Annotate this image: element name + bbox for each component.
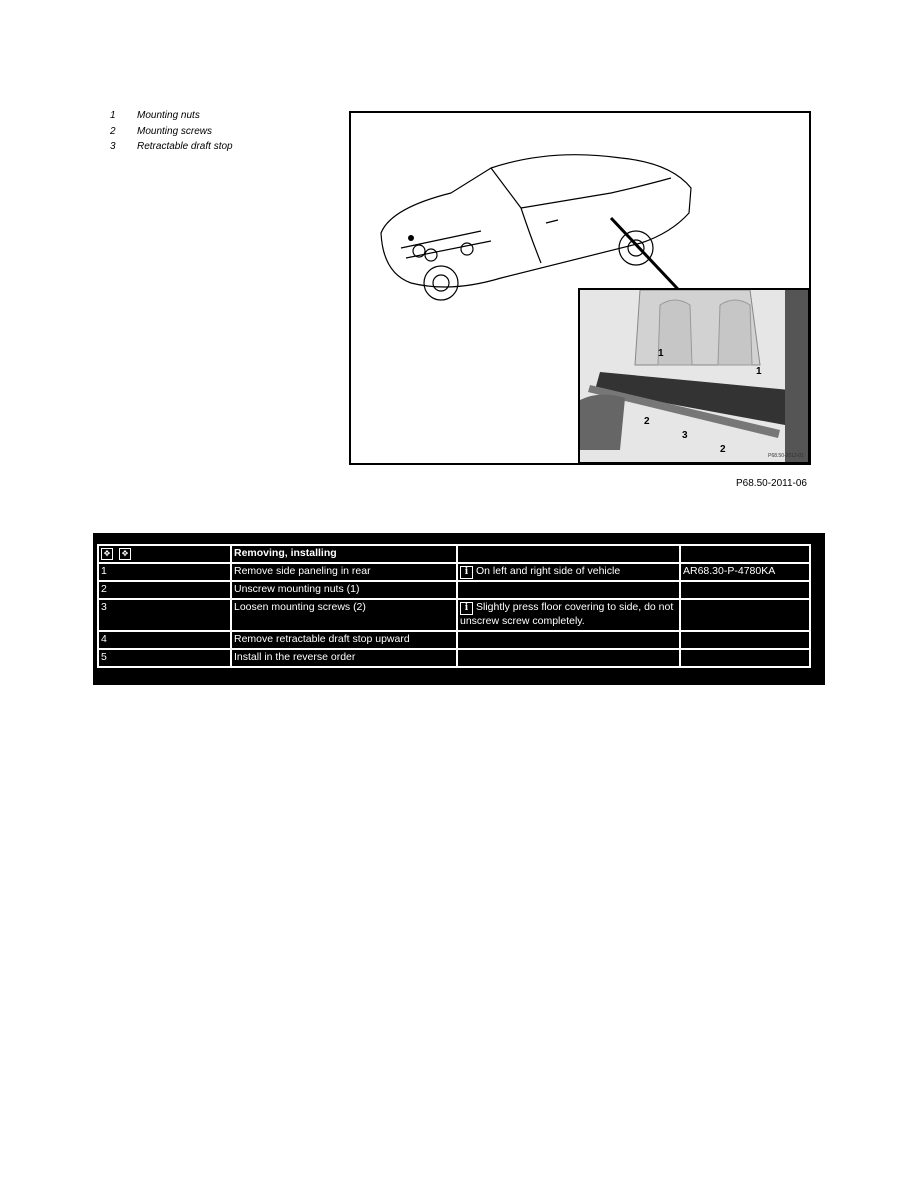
note-text: On left and right side of vehicle <box>476 565 621 577</box>
step-note <box>457 563 680 581</box>
legend-num: 2 <box>110 125 116 137</box>
callout-label: 2 <box>644 416 650 427</box>
callout-label: 1 <box>658 348 664 359</box>
legend-label: Mounting screws <box>137 125 213 137</box>
rear-seat-photo <box>580 290 808 462</box>
step-reference <box>680 631 810 649</box>
table-row <box>98 563 810 581</box>
nav-cell <box>98 545 231 563</box>
step-note <box>457 599 680 631</box>
table-row <box>98 649 810 667</box>
callout-label: 1 <box>756 366 762 377</box>
table-title: Removing, installing <box>231 545 457 563</box>
step-number: 5 <box>98 649 231 667</box>
info-icon[interactable]: i <box>460 602 473 615</box>
step-action: Remove retractable draft stop upward <box>231 631 457 649</box>
header-cell <box>457 545 680 563</box>
info-icon[interactable]: i <box>460 566 473 579</box>
legend-item <box>110 139 233 155</box>
legend-label: Mounting nuts <box>137 110 200 121</box>
step-action: Unscrew mounting nuts (1) <box>231 581 457 599</box>
legend-num: 1 <box>110 110 116 121</box>
figure-code: P68.50-2011-06 <box>736 478 807 489</box>
step-reference <box>680 649 810 667</box>
inset-photo <box>578 288 810 464</box>
legend-label: Retractable draft stop <box>137 141 233 152</box>
table-header-row <box>98 545 810 563</box>
step-note <box>457 631 680 649</box>
step-action: Remove side paneling in rear <box>231 563 457 581</box>
step-reference <box>680 581 810 599</box>
vehicle-figure <box>349 111 811 489</box>
step-number: 1 <box>98 563 231 581</box>
table-row <box>98 599 810 631</box>
callout-label: 2 <box>720 444 726 455</box>
procedure-table <box>97 544 811 668</box>
inset-code: P68.50-2012-01 <box>768 453 804 459</box>
step-note <box>457 649 680 667</box>
expand-icon[interactable]: ✥ <box>101 548 113 560</box>
step-action: Install in the reverse order <box>231 649 457 667</box>
collapse-icon[interactable]: ✥ <box>119 548 131 560</box>
step-action: Loosen mounting screws (2) <box>231 599 457 631</box>
header-cell <box>680 545 810 563</box>
step-reference-link[interactable]: AR68.30-P-4780KA <box>680 563 810 581</box>
legend-num: 3 <box>110 141 116 152</box>
step-number: 2 <box>98 581 231 599</box>
step-reference <box>680 599 810 631</box>
table-row <box>98 581 810 599</box>
callout-label: 3 <box>682 430 688 441</box>
step-note <box>457 581 680 599</box>
note-text: Slightly press floor covering to side, do not unscrew screw completely. <box>460 601 674 627</box>
step-number: 4 <box>98 631 231 649</box>
step-number: 3 <box>98 599 231 631</box>
legend-item <box>110 108 233 124</box>
legend-item <box>110 124 233 140</box>
procedure-table-container <box>93 533 825 685</box>
legend <box>110 108 233 155</box>
table-row <box>98 631 810 649</box>
